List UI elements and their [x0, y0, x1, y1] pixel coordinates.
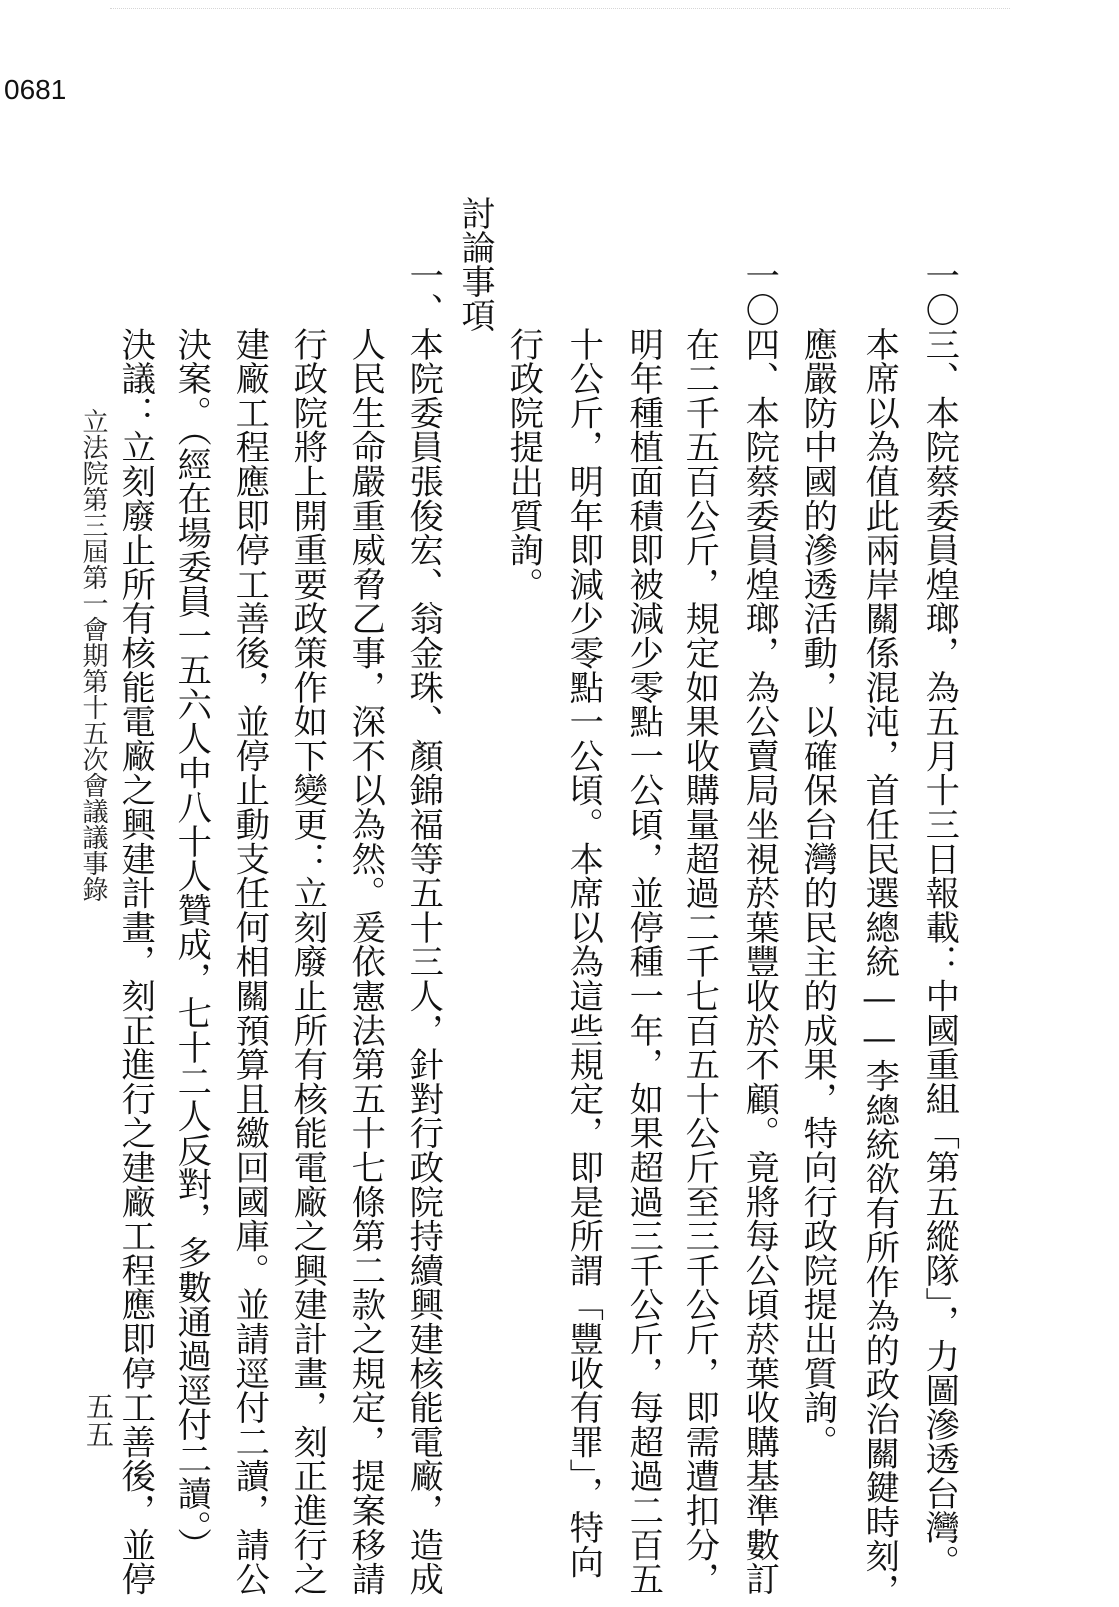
text-column: 建廠工程應即停工善後，並停止動支任何相關預算且繳回國庫。並請逕付二讀，請公 — [229, 258, 270, 1596]
text-column: 本席以為值此兩岸關係混沌，首任民選總統——李總統欲有所作為的政治關鍵時刻， — [859, 258, 900, 1607]
text-column: 一〇四、本院蔡委員煌瑯，為公賣局坐視菸葉豐收於不顧。竟將每公頃菸葉收購基準數訂 — [739, 258, 780, 1596]
text-column: 決議：立刻廢止所有核能電廠之興建計畫，刻正進行之建廠工程應即停工善後，並停 — [115, 258, 156, 1596]
text-column: 一〇三、本院蔡委員煌瑯，為五月十三日報載：中國重組「第五縱隊」，力圖滲透台灣。 — [919, 258, 960, 1579]
text-column: 人民生命嚴重威脅乙事，深不以為然。爰依憲法第五十七條第二款之規定，提案移請 — [345, 258, 386, 1596]
text-column: 決案。（經在場委員一五六人中八十人贊成，七十二人反對，多數通過逕付二讀。） — [171, 258, 212, 1562]
text-column: 應嚴防中國的滲透活動，以確保台灣的民主的成果，特向行政院提出質詢。 — [797, 258, 838, 1459]
text-column: 一、本院委員張俊宏、翁金珠、顏錦福等五十三人，針對行政院持續興建核能電廠，造成 — [403, 258, 444, 1596]
footer-title: 立法院第三屆第一會期第十五次會議議事錄 — [78, 408, 108, 902]
footer-page-number: 五五 — [82, 1392, 115, 1448]
text-column: 在二千五百公斤，規定如果收購量超過二千七百五十公斤至三千公斤，即需遭扣分， — [679, 258, 720, 1596]
text-column: 行政院將上開重要政策作如下變更：立刻廢止所有核能電廠之興建計畫，刻正進行之 — [287, 258, 328, 1596]
page-number: 0681 — [4, 74, 67, 105]
text-column: 行政院提出質詢。 — [503, 258, 544, 601]
text-column: 明年種植面積即被減少零點一公頃，並停種一年，如果超過三千公斤，每超過二百五 — [623, 258, 664, 1596]
text-column: 十公斤，明年即減少零點一公頃。本席以為這些規定，即是所謂「豐收有罪」，特向 — [563, 258, 604, 1579]
section-heading: 討論事項 — [455, 196, 495, 332]
scan-noise — [110, 8, 1010, 11]
